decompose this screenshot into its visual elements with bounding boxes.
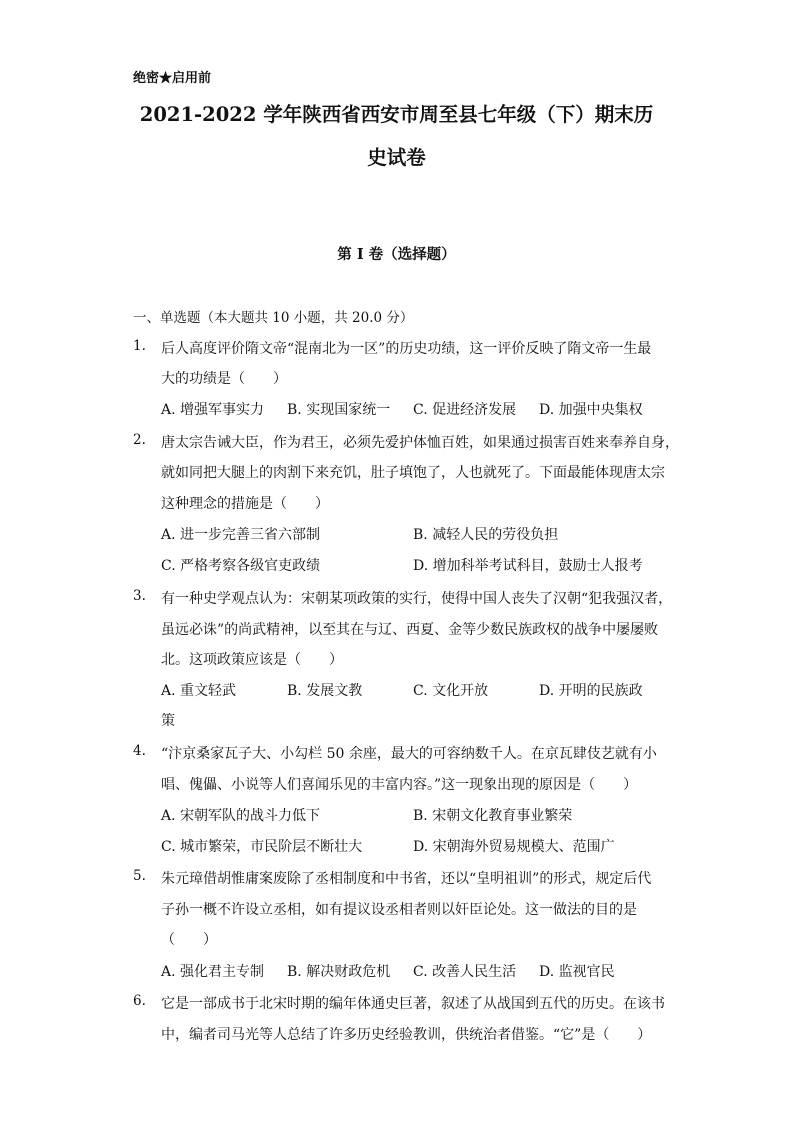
option-d: D. 增加科举考试科目，鼓励士人报考: [413, 558, 643, 574]
question-text-line: 这种理念的措施是（ ）: [161, 496, 329, 512]
question-number: 3.: [133, 588, 146, 604]
question-text-line: 大的功绩是（ ）: [161, 371, 287, 387]
option-d: D. 监视官民: [539, 964, 615, 980]
question-text-line: 虽远必诛”的尚武精神，以至其在与辽、西夏、金等少数民族政权的战争中屡屡败: [161, 622, 659, 638]
question-number: 2.: [133, 432, 146, 448]
question-number: 1.: [133, 338, 146, 354]
question-text-line: 唐太宗告诫大臣，作为君王，必须先爱护体恤百姓，如果通过损害百姓来奉养自身，: [161, 435, 679, 451]
question-text-line: 有一种史学观点认为：宋朝某项政策的实行，使得中国人丧失了汉朝“犯我强汉者，: [161, 591, 673, 607]
section-heading: 一、单选题（本大题共 10 小题，共 20.0 分）: [133, 310, 414, 326]
option-d: D. 宋朝海外贸易规模大、范围广: [413, 839, 615, 855]
option-c: C. 文化开放: [413, 683, 489, 699]
option-b: B. 发展文教: [287, 683, 363, 699]
option-d-continuation: 策: [161, 713, 175, 729]
option-c: C. 改善人民生活: [413, 964, 517, 980]
question-text-line: 后人高度评价隋文帝“混南北为一区”的历史功绩，这一评价反映了隋文帝一生最: [161, 341, 652, 357]
option-a: A. 增强军事实力: [161, 402, 265, 418]
question-text-line: “汴京桑家瓦子大、小勾栏 50 余座，最大的可容纳数千人。在京瓦肆伎艺就有小: [161, 746, 657, 762]
question-number: 6.: [133, 993, 146, 1009]
option-c: C. 严格考察各级官吏政绩: [161, 558, 321, 574]
question-text-line: 朱元璋借胡惟庸案废除了丞相制度和中书省，还以“皇明祖训”的形式，规定后代: [161, 871, 652, 887]
option-c: C. 促进经济发展: [413, 402, 517, 418]
option-a: A. 强化君主专制: [161, 964, 265, 980]
option-b: B. 实现国家统一: [287, 402, 391, 418]
question-number: 4.: [133, 743, 146, 759]
question-text-line: （ ）: [161, 932, 217, 948]
option-a: A. 宋朝军队的战斗力低下: [161, 808, 321, 824]
question-text-line: 中，编者司马光等人总结了许多历史经验教训，供统治者借鉴。“它”是（ ）: [161, 1027, 652, 1043]
question-text-line: 唱、傀儡、小说等人们喜闻乐见的丰富内容。”这一现象出现的原因是（ ）: [161, 777, 638, 793]
option-d: D. 开明的民族政: [539, 683, 643, 699]
option-b: B. 解决财政危机: [287, 964, 391, 980]
option-c: C. 城市繁荣，市民阶层不断壮大: [161, 839, 363, 855]
option-b: B. 减轻人民的劳役负担: [413, 527, 559, 543]
question-text-line: 子孙一概不许设立丞相，如有提议设丞相者则以奸臣论处。这一做法的目的是: [161, 902, 637, 918]
exam-title-line-1: 2021-2022 学年陕西省西安市周至县七年级（下）期末历: [139, 103, 654, 126]
confidential-label: 绝密★启用前: [133, 71, 212, 86]
question-text-line: 就如同把大腿上的肉割下来充饥，肚子填饱了，人也就死了。下面最能体现唐太宗: [161, 465, 665, 481]
question-text-line: 北。这项政策应该是（ ）: [161, 652, 343, 668]
volume-heading: 第 I 卷（选择题）: [337, 246, 456, 263]
question-number: 5.: [133, 868, 146, 884]
option-b: B. 宋朝文化教育事业繁荣: [413, 808, 573, 824]
question-text-line: 它是一部成书于北宋时期的编年体通史巨著，叙述了从战国到五代的历史。在该书: [161, 996, 665, 1012]
exam-title-line-2: 史试卷: [367, 146, 426, 169]
option-a: A. 进一步完善三省六部制: [161, 527, 321, 543]
option-a: A. 重文轻武: [161, 683, 237, 699]
option-d: D. 加强中央集权: [539, 402, 643, 418]
